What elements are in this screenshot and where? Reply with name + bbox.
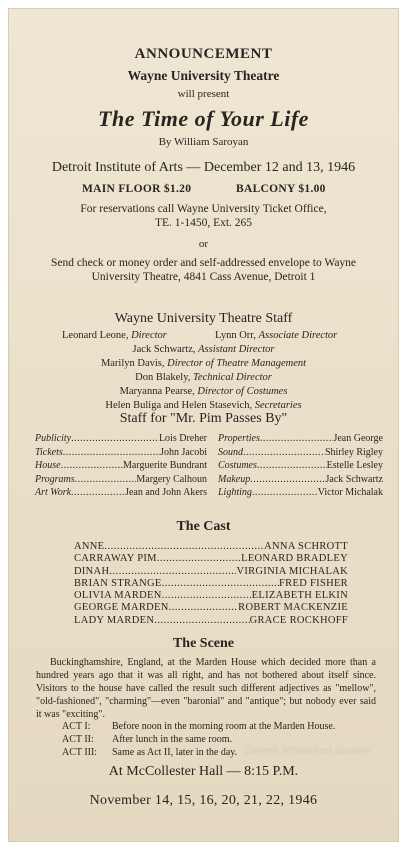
cast-heading: The Cast <box>176 519 231 534</box>
staff-assistant-director: Jack Schwartz, Assistant Director <box>132 344 275 355</box>
cast-row: BRIAN STRANGE ..... FRED FISHER <box>74 578 348 590</box>
list-item: Sound ..... Shirley Rigley <box>218 446 383 460</box>
scene-heading: The Scene <box>172 636 235 651</box>
staff-heading: Wayne University Theatre Staff <box>114 311 293 326</box>
list-item: ACT II: After lunch in the same room. <box>62 734 232 745</box>
main-floor-price: MAIN FLOOR $1.20 <box>82 183 192 195</box>
list-item: Publicity ..... Lois Dreher <box>35 432 207 446</box>
will-present-text: will present <box>177 88 230 100</box>
organization-name: Wayne University Theatre <box>127 68 280 83</box>
list-item: Properties ..... Jean George <box>218 432 383 446</box>
list-item: House ..... Marguerite Bundrant <box>35 459 207 473</box>
staff-secretaries: Helen Buliga and Helen Stasevich, Secretaries <box>105 400 302 411</box>
staff-costumes: Maryanna Pearse, Director of Costumes <box>119 386 288 397</box>
performance-dates: November 14, 15, 16, 20, 21, 22, 1946 <box>89 793 318 808</box>
list-item: Makeup ..... Jack Schwartz <box>218 473 383 487</box>
cast-row: LADY MARDEN ..... GRACE ROCKHOFF <box>74 615 348 627</box>
list-item: ACT III: Same as Act II, later in the day. <box>62 747 238 758</box>
pim-staff-right <box>218 432 383 500</box>
watermark: Detroit Historical Society <box>244 745 371 757</box>
list-item: Tickets ..... John Jacobi <box>35 446 207 460</box>
mail-order-line-2: University Theatre, 4841 Cass Avenue, Detroit 1 <box>91 271 316 283</box>
list-item: Art Work ..... Jean and John Akers <box>35 486 207 500</box>
performance-location: At McCollester Hall — 8:15 P.M. <box>108 764 299 779</box>
cast-row: CARRAWAY PIM ..... LEONARD BRADLEY <box>74 553 348 565</box>
staff-director: Leonard Leone, Director <box>62 330 167 341</box>
reservations-line-2: TE. 1-1450, Ext. 265 <box>154 217 253 229</box>
list-item: Programs ..... Margery Calhoun <box>35 473 207 487</box>
mail-order-line-1: Send check or money order and self-addressed envelope to Wayne <box>50 257 357 269</box>
staff-management: Marilyn Davis, Director of Theatre Management <box>100 358 307 369</box>
scene-description: Buckinghamshire, England, at the Marden House which decided more than a hundred years ago that it was all right, and has not bothered about itself since. Visitors to the house have called the result such different adjectives as "mellow", "old-fashioned", "charming"—even "baronial" and "antique"; but nobody ever said it was "exciting". <box>36 657 376 720</box>
cast-row: ANNE ..... ANNA SCHROTT <box>74 541 348 553</box>
balcony-price: BALCONY $1.00 <box>236 183 326 195</box>
or-separator: or <box>198 238 209 250</box>
staff-technical: Don Blakely, Technical Director <box>135 372 272 383</box>
cast-row: OLIVIA MARDEN ..... ELIZABETH ELKIN <box>74 590 348 602</box>
cast-row: GEORGE MARDEN ..... ROBERT MACKENZIE <box>74 602 348 614</box>
program-sheet <box>8 8 399 842</box>
venue-dates: Detroit Institute of Arts — December 12 and 13, 1946 <box>51 160 356 175</box>
list-item: Lighting ..... Victor Michalak <box>218 486 383 500</box>
list-item: Costumes ..... Estelle Lesley <box>218 459 383 473</box>
play-title: The Time of Your Life <box>98 106 309 131</box>
staff-associate-director: Lynn Orr, Associate Director <box>215 330 338 341</box>
play-author: By William Saroyan <box>158 136 249 148</box>
announcement-heading: ANNOUNCEMENT <box>134 46 273 62</box>
reservations-line-1: For reservations call Wayne University Ticket Office, <box>80 203 327 215</box>
cast-row: DINAH ..... VIRGINIA MICHALAK <box>74 566 348 578</box>
cast-list <box>74 541 348 627</box>
pim-staff-left <box>35 432 207 500</box>
pim-staff-heading: Staff for "Mr. Pim Passes By" <box>119 411 288 426</box>
list-item: ACT I: Before noon in the morning room at the Marden House. <box>62 721 336 732</box>
